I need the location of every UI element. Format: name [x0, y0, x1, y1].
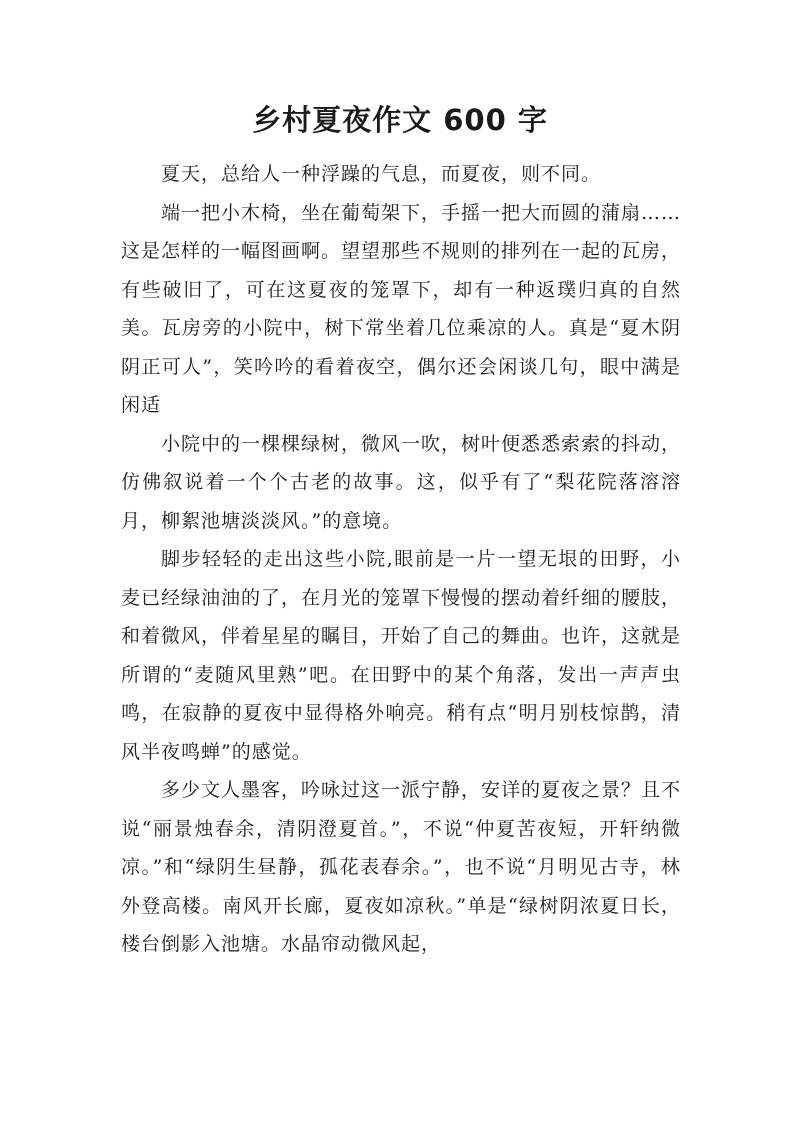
paragraph: 小院中的一棵棵绿树，微风一吹，树叶便悉悉索索的抖动，仿佛叙说着一个个古老的故事。这，似乎有了“梨花院落溶溶月，柳絮池塘淡淡风。”的意境。	[121, 432, 682, 532]
paragraph: 多少文人墨客，吟咏过这一派宁静，安详的夏夜之景？且不说“丽景烛春余，清阴澄夏首。”，不说“仲夏苦夜短，开轩纳微凉。”和“绿阴生昼静，孤花表春余。”，也不说“月明见古寺，林外登高楼。南风开长廊，夏夜如凉秋。”单是“绿树阴浓夏日长，楼台倒影入池塘。水晶帘动微风起，	[121, 779, 682, 955]
document-body	[121, 155, 681, 964]
paragraph: 夏天，总给人一种浮躁的气息，而夏夜，则不同。	[161, 163, 602, 185]
document-title: 乡村夏夜作文 600 字	[252, 103, 548, 137]
paragraph: 脚步轻轻的走出这些小院,眼前是一片一望无垠的田野，小麦已经绿油油的了，在月光的笼罩下慢慢的摆动着纤细的腰肢，和着微风，伴着星星的瞩目，开始了自己的舞曲。也许，这就是所谓的“麦随风里熟”吧。在田野中的某个角落，发出一声声虫鸣，在寂静的夏夜中显得格外响亮。稍有点“明月别枝惊鹊，清风半夜鸣蝉”的感觉。	[121, 548, 682, 763]
paragraph: 端一把小木椅，坐在葡萄架下，手摇一把大而圆的蒲扇……这是怎样的一幅图画啊。望望那些不规则的排列在一起的瓦房，有些破旧了，可在这夏夜的笼罩下，却有一种返璞归真的自然美。瓦房旁的小院中，树下常坐着几位乘凉的人。真是“夏木阴阴正可人”，笑吟吟的看着夜空，偶尔还会闲谈几句，眼中满是闲适	[121, 201, 682, 416]
